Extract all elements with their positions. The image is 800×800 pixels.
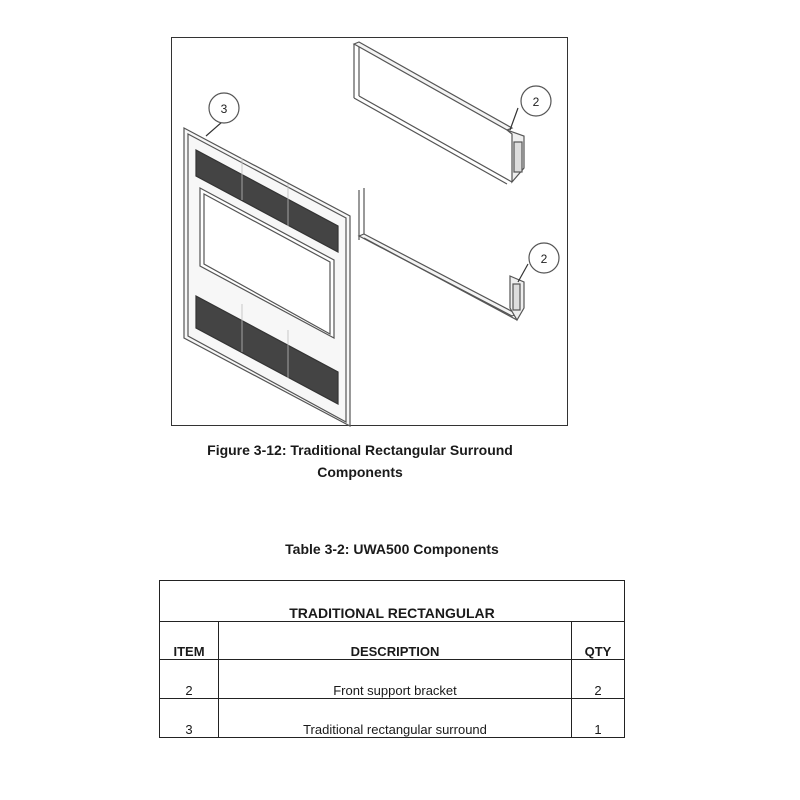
svg-text:2: 2 [540,252,548,266]
table-title: Table 3-2: UWA500 Components [285,541,499,557]
svg-text:2: 2 [532,95,540,109]
cell-item: 3 [160,699,219,738]
svg-text:3: 3 [220,102,228,116]
leader-line-2-bottom [518,264,528,282]
table-row [160,699,625,738]
leader-line-3 [206,122,222,136]
cell-description: Front support bracket [219,660,572,699]
table-group-header-row [160,581,625,622]
rectangular-surround-part [184,128,350,426]
table-group-header: TRADITIONAL RECTANGULAR [160,581,625,622]
figure-caption-line-2: Components [317,464,403,480]
cell-qty: 2 [572,660,625,699]
callout-2-top [521,86,551,116]
figure-illustration [171,37,568,426]
lower-front-support-bracket [359,188,524,320]
column-header-description: DESCRIPTION [219,622,572,660]
figure-caption-line-1: Figure 3-12: Traditional Rectangular Surround [207,442,513,458]
callout-3 [209,93,239,123]
components-table [159,580,625,738]
figure-caption [150,439,570,483]
cell-qty: 1 [572,699,625,738]
table-row [160,660,625,699]
cell-description: Traditional rectangular surround [219,699,572,738]
upper-front-support-bracket [354,42,524,184]
table-column-header-row [160,622,625,660]
cell-item: 2 [160,660,219,699]
column-header-item: ITEM [160,622,219,660]
callout-2-bottom [529,243,559,273]
leader-line-2-top [510,108,518,130]
column-header-qty: QTY [572,622,625,660]
surround-components-drawing [172,38,569,427]
